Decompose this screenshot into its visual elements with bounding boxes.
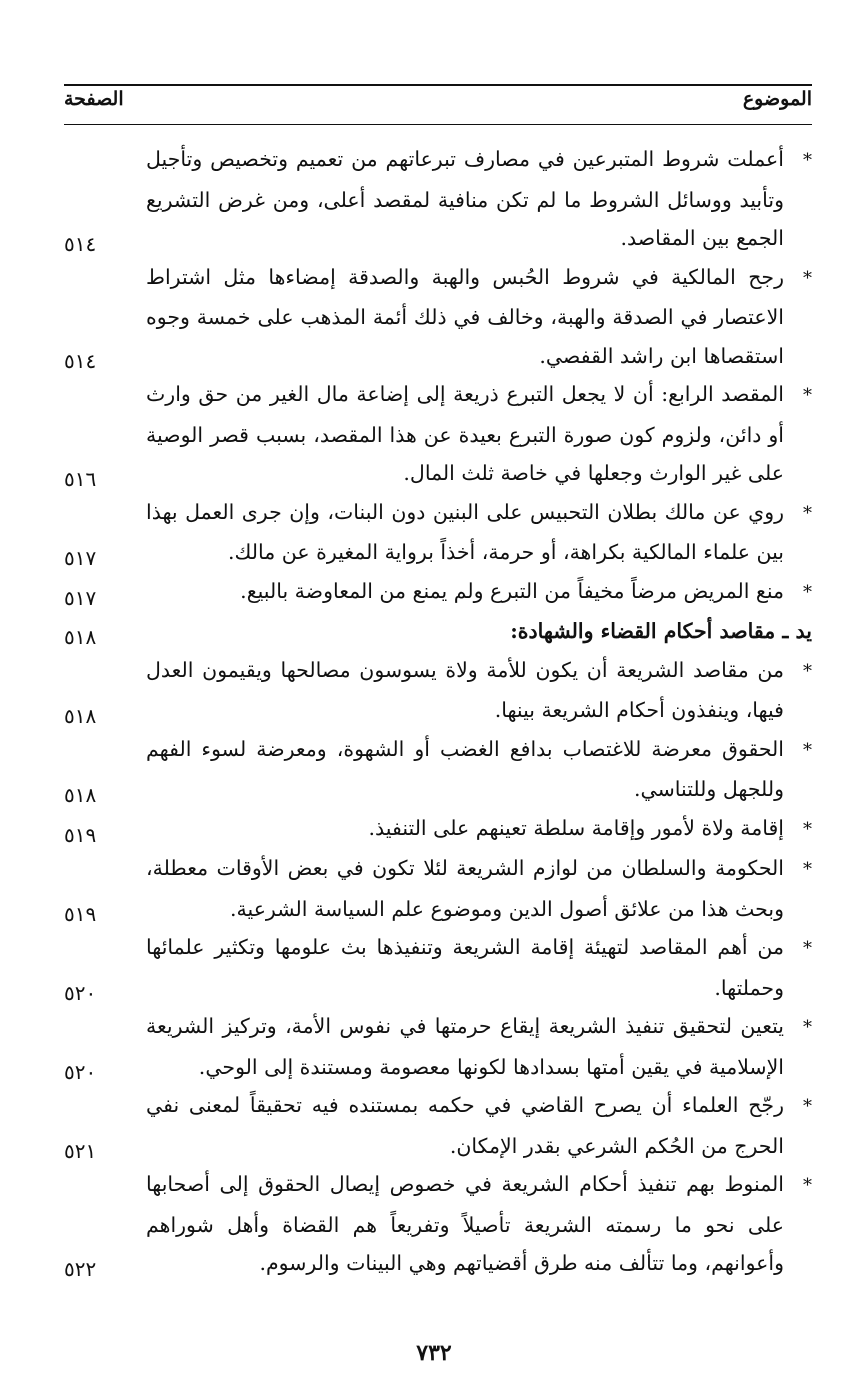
bullet-icon: *	[803, 660, 812, 682]
entry-page-number: ٥٢١	[64, 1139, 97, 1163]
entry-text: منع المريض مرضاً مخيفاً من التبرع ولم يمنع من المعاوضة بالبيع.	[240, 578, 784, 603]
entry-page-number: ٥١٦	[64, 466, 97, 491]
bullet-icon: *	[803, 739, 812, 761]
entry-page-number: ٥١٩	[64, 823, 97, 847]
index-entry	[64, 572, 812, 613]
entry-text-block	[146, 1165, 812, 1283]
entry-page-number: ٥١٨	[64, 703, 97, 728]
topic-column-header: الموضوع	[742, 88, 812, 110]
section-heading	[64, 612, 812, 651]
entry-text: المنوط بهم تنفيذ أحكام الشريعة في خصوص إيصال الحقوق إلى أصحابها على نحو ما رسمته الشريعة تأصيلاً وتفريعاً هم القضاة وأهل شوراهم وأعوانهم، وما تتألف منه طرق أقضياتهم وهي البينات والرسوم.	[146, 1172, 784, 1275]
entry-page-number: ٥٢٠	[64, 1060, 97, 1084]
header-top-rule	[64, 84, 812, 86]
entry-text-block	[146, 1007, 812, 1086]
bullet-icon: *	[803, 859, 812, 880]
bullet-icon: *	[803, 818, 812, 840]
index-entry	[64, 375, 812, 493]
entry-text: من مقاصد الشريعة أن يكون للأمة ولاة يسوسون مصالحها ويقيمون العدل فيها، وينفذون أحكام الشريعة بينها.	[146, 657, 784, 722]
entry-page-number: ٥١٤	[64, 349, 97, 373]
bullet-icon: *	[803, 150, 812, 171]
entry-page-number: ٥٢٠	[64, 981, 97, 1005]
bullet-icon: *	[803, 502, 812, 524]
entry-page-number: ٥١٤	[64, 231, 97, 256]
index-entry	[64, 651, 812, 730]
entry-text: إقامة ولاة لأمور وإقامة سلطة تعينهم على التنفيذ.	[368, 815, 784, 840]
table-header	[64, 88, 812, 118]
bullet-icon: *	[803, 385, 812, 406]
page-column-header: الصفحة	[64, 88, 124, 110]
entry-text-block	[146, 493, 812, 572]
entry-text-block	[146, 140, 812, 258]
index-entries	[64, 140, 812, 1283]
index-entry	[64, 1086, 812, 1165]
bullet-icon: *	[803, 938, 812, 959]
entry-text-block	[146, 849, 812, 928]
entry-text-block	[146, 375, 812, 493]
bullet-icon: *	[803, 1017, 812, 1038]
entry-page-number: ٥١٧	[64, 586, 97, 610]
entry-text-block	[146, 258, 812, 376]
entry-text: المقصد الرابع: أن لا يجعل التبرع ذريعة إلى إضاعة مال الغير من حق وارث أو دائن، ولزوم كون صورة التبرع بعيدة عن هذا المقصد، بسبب قصر الوصية على غير الوارث وجعلها في خاصة ثلث المال.	[146, 382, 784, 485]
entry-page-number: ٥١٩	[64, 902, 97, 926]
entry-text: من أهم المقاصد لتهيئة إقامة الشريعة وتنفيذها بث علومها وتكثير علمائها وحملتها.	[146, 935, 784, 1000]
bullet-icon: *	[803, 1096, 812, 1117]
entry-text-block	[146, 651, 812, 730]
index-entry	[64, 493, 812, 572]
index-entry	[64, 809, 812, 850]
entry-page-number: ٥١٧	[64, 545, 97, 570]
entry-text-block	[146, 1086, 812, 1165]
entry-text: الحكومة والسلطان من لوازم الشريعة لئلا تكون في بعض الأوقات معطلة، وبحث هذا من علائق أصول الدين وموضوع علم السياسة الشرعية.	[146, 856, 784, 921]
entry-text: يتعين لتحقيق تنفيذ الشريعة إيقاع حرمتها في نفوس الأمة، وتركيز الشريعة الإسلامية في يقين أمتها بسدادها لكونها معصومة ومستندة إلى الوحي.	[146, 1014, 784, 1079]
index-entry	[64, 258, 812, 376]
index-entry	[64, 849, 812, 928]
index-entry	[64, 140, 812, 258]
bullet-icon: *	[803, 1175, 812, 1196]
page-number: ٧٣٢	[416, 1340, 452, 1366]
entry-text: يد ـ مقاصد أحكام القضاء والشهادة:	[510, 619, 812, 643]
index-entry	[64, 1165, 812, 1283]
entry-text: رجّح العلماء أن يصرح القاضي في حكمه بمستنده فيه تحقيقاً لمعنى نفي الحرج من الحُكم الشرعي بقدر الإمكان.	[146, 1093, 784, 1158]
entry-text-block	[146, 612, 812, 651]
header-bottom-rule	[64, 124, 812, 125]
entry-text-block	[146, 730, 812, 809]
entry-text-block	[146, 809, 812, 850]
entry-text: أعملت شروط المتبرعين في مصارف تبرعاتهم من تعميم وتخصيص وتأجيل وتأبيد ووسائل الشروط ما لم تكن منافية لمقصد أعلى، ومن غرض التشريع الجمع بين المقاصد.	[146, 147, 784, 250]
bullet-icon: *	[803, 581, 812, 603]
entry-text: روي عن مالك بطلان التحبيس على البنين دون البنات، وإن جرى العمل بهذا بين علماء المالكية بكراهة، أو حرمة، أخذاً برواية المغيرة عن مالك.	[146, 499, 784, 564]
index-entry	[64, 730, 812, 809]
entry-text: الحقوق معرضة للاغتصاب بدافع الغضب أو الشهوة، ومعرضة لسوء الفهم وللجهل وللتناسي.	[146, 736, 784, 801]
entry-text: رجح المالكية في شروط الحُبس والهبة والصدقة إمضاءها مثل اشتراط الاعتصار في الصدقة والهبة، وخالف في ذلك أئمة المذهب على خمسة وجوه استقصاها ابن راشد القفصي.	[146, 264, 784, 368]
entry-page-number: ٥١٨	[64, 624, 97, 649]
bullet-icon: *	[803, 267, 812, 289]
entry-page-number: ٥١٨	[64, 782, 97, 807]
index-entry	[64, 928, 812, 1007]
entry-page-number: ٥٢٢	[64, 1256, 97, 1281]
entry-text-block	[146, 572, 812, 613]
index-entry	[64, 1007, 812, 1086]
entry-text-block	[146, 928, 812, 1007]
